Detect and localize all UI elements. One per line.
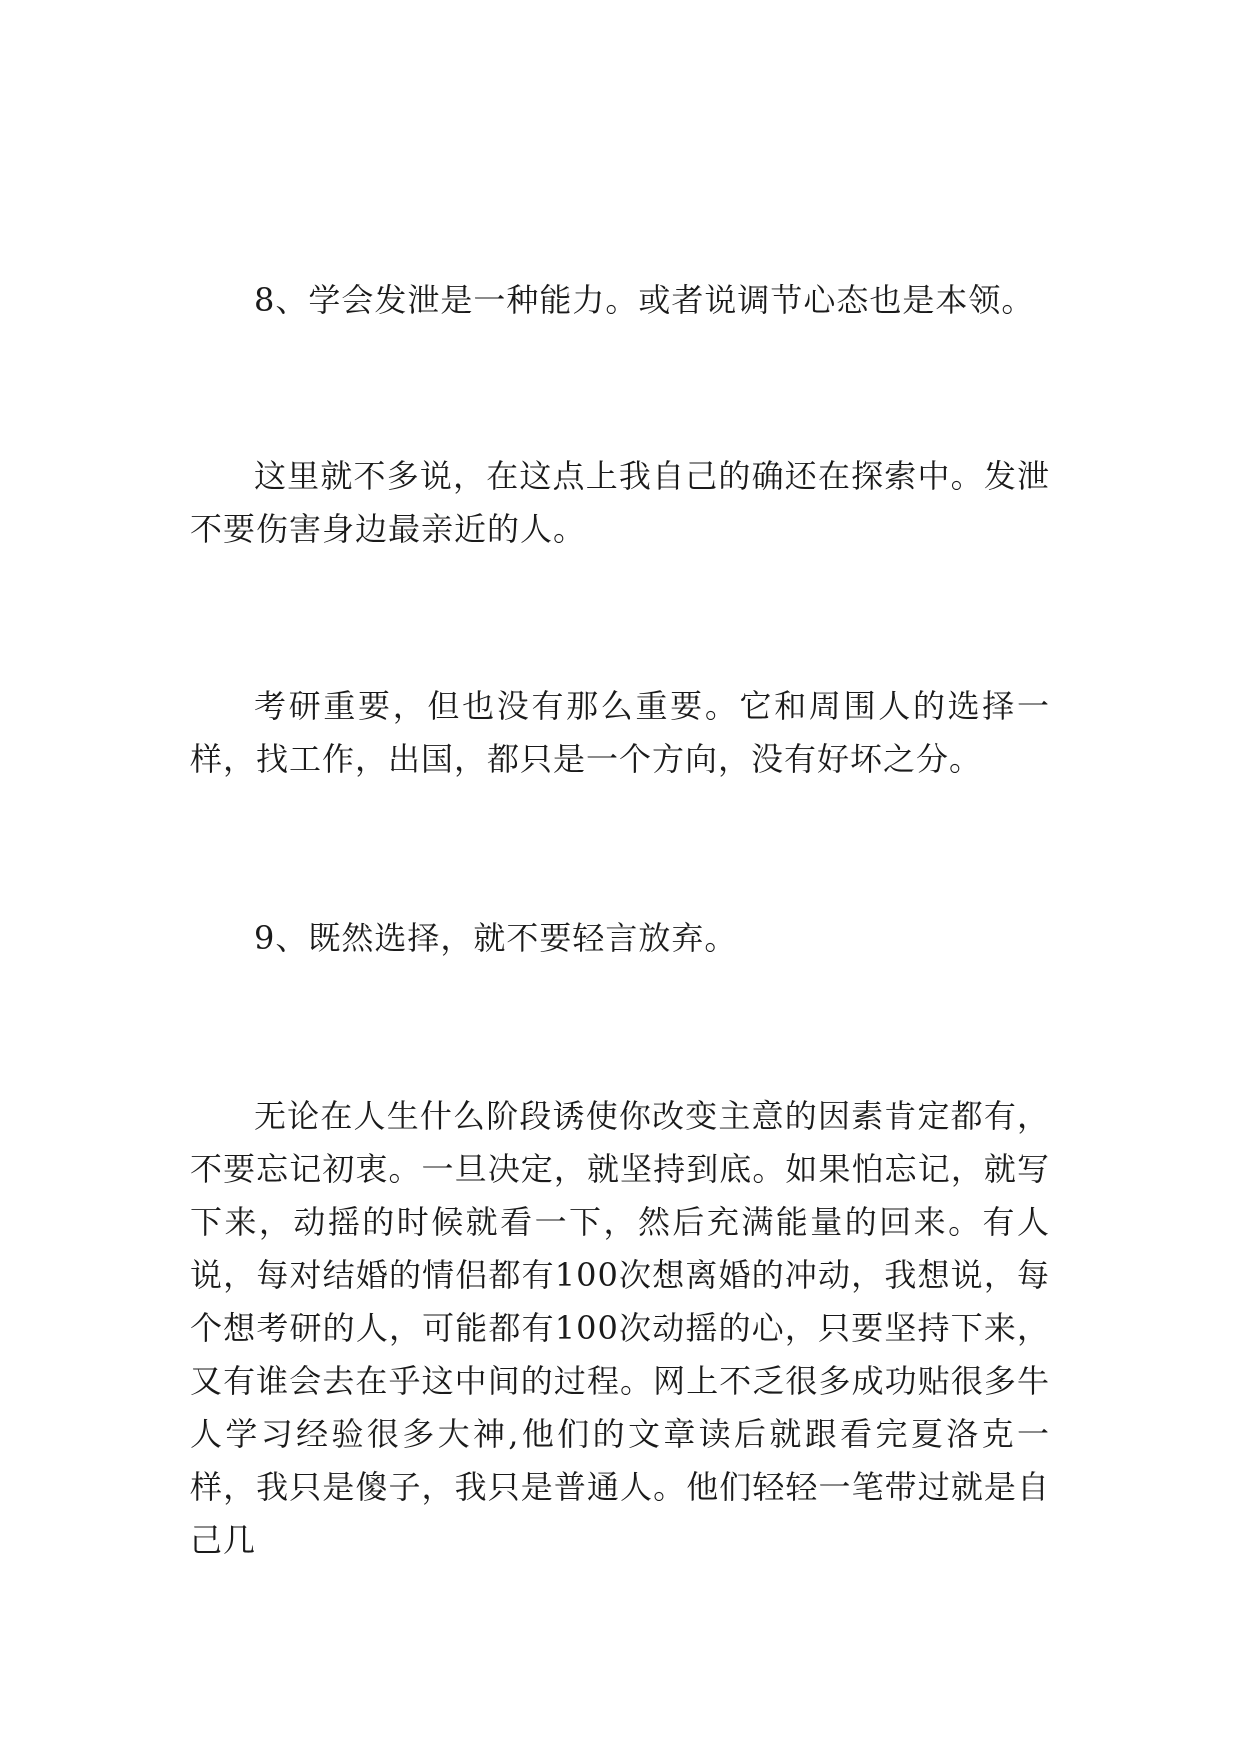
paragraph-section-9-heading: 9、既然选择，就不要轻言放弃。	[254, 919, 738, 957]
paragraph-venting: 这里就不多说，在这点上我自己的确还在探索中。发泄不要伤害身边最亲近的人。	[190, 457, 1050, 548]
paragraph-persistence: 无论在人生什么阶段诱使你改变主意的因素肯定都有，不要忘记初衷。一旦决定，就坚持到底。如果怕忘记，就写下来，动摇的时候就看一下，然后充满能量的回来。有人说，每对结婚的情侣都有100次想离婚的冲动，我想说，每个想考研的人，可能都有100次动摇的心，只要坚持下来，又有谁会去在乎这中间的过程。网上不乏很多成功贴很多牛人学习经验很多大神,他们的文章读后就跟看完夏洛克一样，我只是傻子，我只是普通人。他们轻轻一笔带过就是自己几	[190, 1097, 1050, 1559]
paragraph-exam-importance: 考研重要，但也没有那么重要。它和周围人的选择一样，找工作，出国，都只是一个方向，没有好坏之分。	[190, 687, 1050, 778]
paragraph-section-8-heading: 8、学会发泄是一种能力。或者说调节心态也是本领。	[254, 281, 1035, 319]
